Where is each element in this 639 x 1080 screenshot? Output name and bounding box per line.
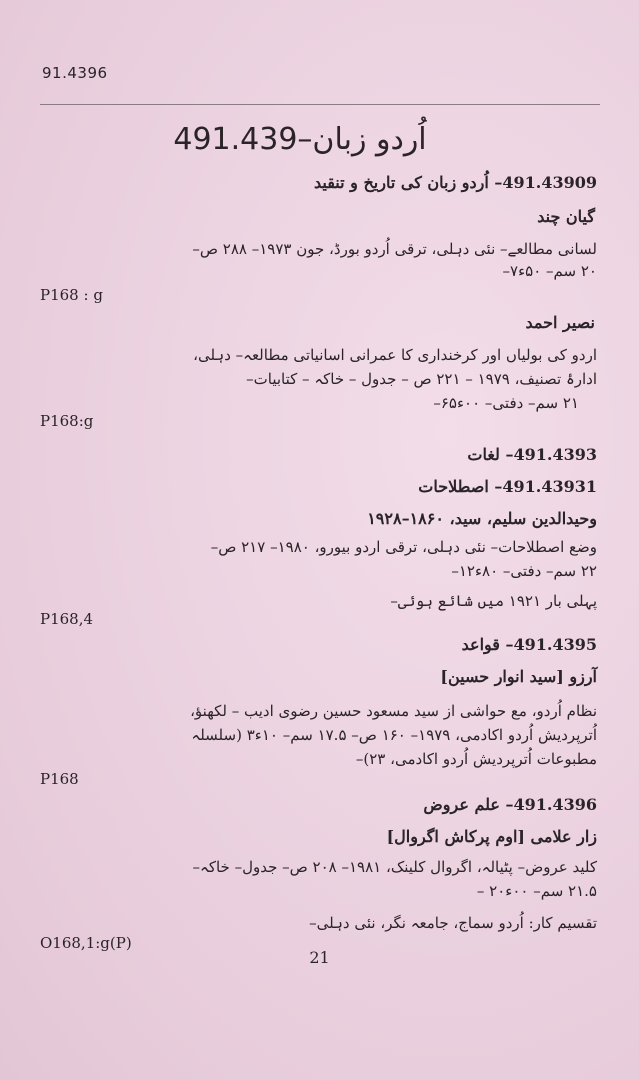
entry-classmark: P168:g — [40, 412, 94, 430]
entry-line: اردو کی بولیاں اور کرخنداری کا عمرانی اسانیاتی مطالعہ– دہلی، — [193, 346, 597, 364]
section-heading: 491.4395– قواعد — [461, 635, 597, 654]
section-heading: 491.4393– لغات — [467, 445, 597, 464]
entry-line: لسانی مطالعے– نئی دہلی، ترقی اُردو بورڈ، جون ۱۹۷۳– ۲۸۸ ص– — [192, 240, 597, 258]
entry-author: وحیدالدین سلیم، سید، ۱۸۶۰–۱۹۲۸ — [367, 509, 597, 528]
entry-line: ادارۂ تصنیف، ۱۹۷۹ – ۲۲۱ ص – جدول – خاکہ – کتابیات– — [246, 370, 597, 388]
entry-line: نظام اُردو، مع حواشی از سید مسعود حسین رضوی ادیب – لکھنؤ، — [190, 702, 597, 720]
entry-classmark: P168 — [40, 770, 79, 788]
header-class-number: 91.4396 — [42, 64, 108, 82]
entry-line: وضع اصطلاحات– نئی دہلی، ترقی اردو بیورو، ۱۹۸۰– ۲۱۷ ص– — [210, 538, 597, 556]
page-number: 21 — [309, 948, 330, 967]
entry-classmark: O168,1:g(P) — [40, 934, 132, 952]
entry-line: اُترپردیش اُردو اکادمی، ۱۹۷۹– ۱۶۰ ص– ۱۷.۵ سم– ۱۰ء۳ (سلسلہ — [191, 726, 597, 744]
entry-note: پہلی بار ۱۹۲۱ میں شائع ہوئی– — [390, 592, 597, 610]
entry-classmark: P168 : g — [40, 286, 103, 304]
entry-line: ۲۰ سم– ۵۰ء۷– — [502, 262, 597, 280]
header-rule — [40, 104, 600, 105]
entry-line: کلید عروض– پٹیالہ، اگروال کلینک، ۱۹۸۱– ۲۰۸ ص– جدول– خاکہ– — [192, 858, 597, 876]
entry-note: تقسیم کار: اُردو سماج، جامعہ نگر، نئی دہلی– — [309, 914, 597, 932]
entry-line: ۲۱ سم– دفتی– ۰۰ء۶۵– — [433, 394, 579, 412]
section-heading: 491.43931– اصطلاحات — [418, 477, 597, 496]
section-heading: 491.4396– علم عروض — [423, 795, 597, 814]
entry-line: ۲۱.۵ سم– ۰۰ء۲۰ – — [476, 882, 597, 900]
entry-classmark: P168,4 — [40, 610, 94, 628]
entry-author: نصیر احمد — [525, 313, 595, 332]
page-title: 491.439–اُردو زبان — [173, 122, 427, 157]
entry-author: زار علامی [اوم پرکاش اگروال] — [386, 827, 597, 846]
section-heading: 491.43909– اُردو زبان کی تاریخ و تنقید — [313, 173, 597, 192]
entry-author: آرزو [سید انوار حسین] — [440, 667, 597, 686]
entry-author: گیان چند — [537, 207, 595, 226]
entry-line: ۲۲ سم– دفتی– ۸۰ء۱۲– — [451, 562, 597, 580]
entry-line: مطبوعات اُترپردیش اُردو اکادمی، ۲۳)– — [355, 750, 597, 768]
